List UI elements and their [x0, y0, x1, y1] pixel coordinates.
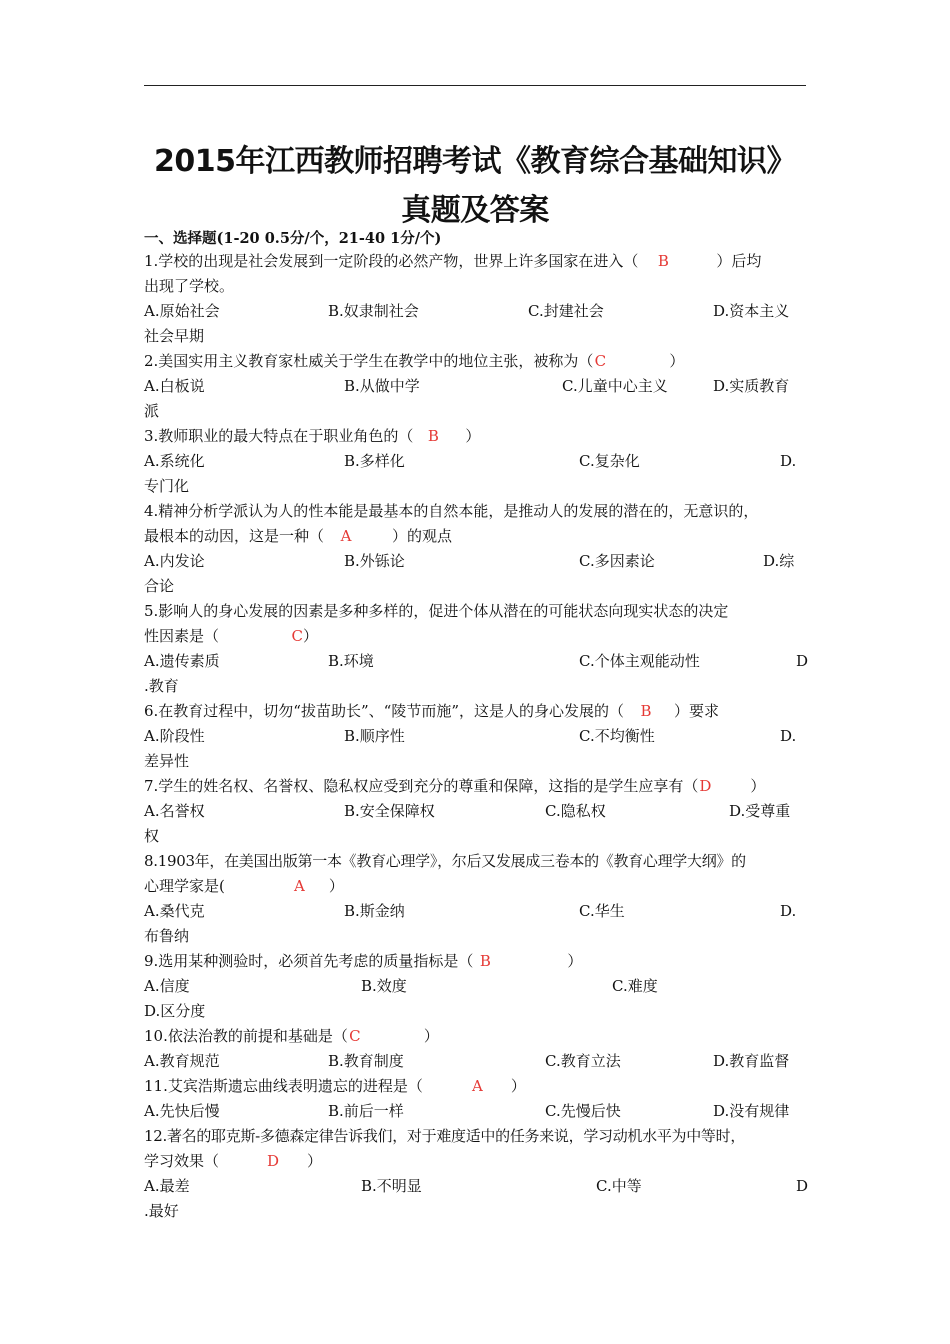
answer-11: A — [472, 1077, 483, 1095]
q2-option-c: C.儿童中心主义 — [562, 377, 668, 395]
q10-option-a: A.教育规范 — [144, 1052, 220, 1070]
q10-option-b: B.教育制度 — [328, 1052, 404, 1070]
q1-option-a: A.原始社会 — [144, 302, 220, 320]
q1-option-wrap: 社会早期 — [144, 327, 205, 345]
question-4-stem-cont: 最根本的动因，这是一种（ A ）的观点 — [144, 527, 453, 545]
question-8-stem-cont: 心理学家是( A ） — [144, 877, 344, 895]
question-12-stem: 12.著名的耶克斯-多德森定律告诉我们，对于难度适中的任务来说，学习动机水平为中等时， — [144, 1127, 746, 1145]
q12-option-d: D — [796, 1177, 809, 1195]
q12-option-c: C.中等 — [596, 1177, 642, 1195]
answer-8: A — [294, 877, 305, 895]
q3-option-b: B.多样化 — [344, 452, 405, 470]
question-5-stem-cont: 性因素是（ C） — [144, 627, 319, 645]
q12-option-a: A.最差 — [144, 1177, 190, 1195]
question-1-stem: 1.学校的出现是社会发展到一定阶段的必然产物，世界上许多国家在进入（ B ）后均 — [144, 252, 762, 270]
q6-option-c: C.不均衡性 — [579, 727, 655, 745]
question-11-stem: 11.艾宾浩斯遗忘曲线表明遗忘的进程是（ A ） — [144, 1077, 526, 1095]
q8-option-a: A.桑代克 — [144, 902, 205, 920]
question-8-stem: 8.1903年，在美国出版第一本《教育心理学》，尔后又发展成三卷本的《教育心理学大纲》的 — [144, 852, 746, 870]
q5-option-b: B.环境 — [328, 652, 374, 670]
q4-option-c: C.多因素论 — [579, 552, 655, 570]
q9-option-b: B.效度 — [361, 977, 407, 995]
question-10-stem: 10.依法治教的前提和基础是（C ） — [144, 1027, 439, 1045]
q12-option-wrap: .最好 — [144, 1202, 179, 1220]
answer-3: B — [427, 427, 439, 445]
q2-option-a: A.白板说 — [144, 377, 205, 395]
q2-option-d: D.实质教育 — [713, 377, 790, 395]
q4-option-a: A.内发论 — [144, 552, 205, 570]
q7-option-d: D.受尊重 — [729, 802, 791, 820]
q1-option-b: B.奴隶制社会 — [328, 302, 419, 320]
answer-10: C — [349, 1027, 361, 1045]
header-rule — [144, 85, 806, 86]
q9-option-a: A.信度 — [144, 977, 190, 995]
question-9-stem: 9.选用某种测验时，必须首先考虑的质量指标是（ B ） — [144, 952, 583, 970]
q2-option-b: B.从做中学 — [344, 377, 420, 395]
q5-option-a: A.遗传素质 — [144, 652, 220, 670]
answer-1: B — [657, 252, 669, 270]
question-4-stem: 4.精神分析学派认为人的性本能是最基本的自然本能，是推动人的发展的潜在的，无意识的， — [144, 502, 759, 520]
q1-option-c: C.封建社会 — [528, 302, 604, 320]
q7-option-wrap: 权 — [144, 827, 160, 845]
q3-option-d: D. — [780, 452, 797, 470]
question-3-stem: 3.教师职业的最大特点在于职业角色的（ B ） — [144, 427, 481, 445]
question-5-stem: 5.影响人的身心发展的因素是多种多样的，促进个体从潜在的可能状态向现实状态的决定 — [144, 602, 729, 620]
q11-option-c: C.先慢后快 — [545, 1102, 621, 1120]
q10-option-c: C.教育立法 — [545, 1052, 621, 1070]
answer-4: A — [340, 527, 352, 545]
answer-2: C — [594, 352, 607, 370]
q4-option-d: D.综 — [763, 552, 795, 570]
q5-option-wrap: .教育 — [144, 677, 179, 695]
q6-option-a: A.阶段性 — [144, 727, 205, 745]
q3-option-a: A.系统化 — [144, 452, 205, 470]
q6-option-wrap: 差异性 — [144, 752, 190, 770]
question-1-stem-cont: 出现了学校。 — [144, 277, 235, 295]
answer-6: B — [640, 702, 652, 720]
q8-option-wrap: 布鲁纳 — [144, 927, 190, 945]
q3-option-c: C.复杂化 — [579, 452, 640, 470]
question-12-stem-cont: 学习效果（ D ） — [144, 1152, 323, 1170]
q8-option-d: D. — [780, 902, 797, 920]
q8-option-b: B.斯金纳 — [344, 902, 405, 920]
q11-option-d: D.没有规律 — [713, 1102, 790, 1120]
q4-option-b: B.外铄论 — [344, 552, 405, 570]
document-title-line1: 2015年江西教师招聘考试《教育综合基础知识》 — [154, 144, 796, 179]
q12-option-b: B.不明显 — [361, 1177, 422, 1195]
section-heading: 一、选择题(1-20 0.5分/个，21-40 1分/个) — [144, 230, 442, 247]
q2-option-wrap: 派 — [144, 402, 160, 420]
answer-5: C — [291, 627, 304, 645]
q6-option-b: B.顺序性 — [344, 727, 405, 745]
q3-option-wrap: 专门化 — [144, 477, 190, 495]
q6-option-d: D. — [780, 727, 797, 745]
question-7-stem: 7.学生的姓名权、名誉权、隐私权应受到充分的尊重和保障，这指的是学生应享有（D ） — [144, 777, 766, 795]
q8-option-c: C.华生 — [579, 902, 625, 920]
answer-12: D — [266, 1152, 280, 1170]
answer-9: B — [479, 952, 491, 970]
q1-option-d: D.资本主义 — [713, 302, 790, 320]
question-2-stem: 2.美国实用主义教育家杜威关于学生在教学中的地位主张，被称为（C ） — [144, 352, 685, 370]
q11-option-a: A.先快后慢 — [144, 1102, 220, 1120]
q5-option-c: C.个体主观能动性 — [579, 652, 700, 670]
q9-option-c: C.难度 — [612, 977, 658, 995]
question-6-stem: 6.在教育过程中，切勿“拔苗助长”、“陵节而施”，这是人的身心发展的（ B ）要求 — [144, 702, 720, 720]
q5-option-d: D — [796, 652, 809, 670]
answer-7: D — [699, 777, 712, 795]
document-title-line2: 真题及答案 — [401, 193, 549, 228]
q9-option-d: D.区分度 — [144, 1002, 206, 1020]
q7-option-c: C.隐私权 — [545, 802, 606, 820]
q11-option-b: B.前后一样 — [328, 1102, 404, 1120]
q10-option-d: D.教育监督 — [713, 1052, 790, 1070]
q7-option-a: A.名誉权 — [144, 802, 205, 820]
q4-option-wrap: 合论 — [144, 577, 175, 595]
q7-option-b: B.安全保障权 — [344, 802, 435, 820]
